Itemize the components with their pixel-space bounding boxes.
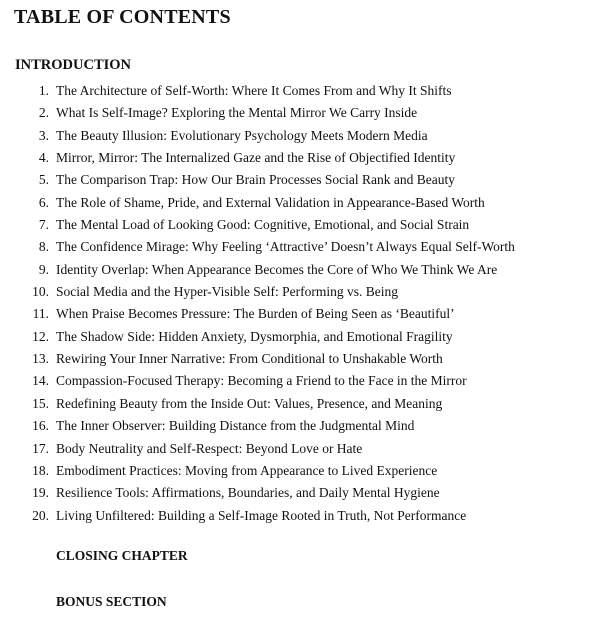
toc-item-number: 3. [38, 127, 49, 143]
toc-item-title: Body Neutrality and Self-Respect: Beyond Love or Hate [56, 440, 363, 456]
toc-item [0, 348, 592, 370]
toc-item-title: Redefining Beauty from the Inside Out: Values, Presence, and Meaning [56, 395, 443, 411]
toc-item [0, 393, 592, 415]
toc-item-title: The Mental Load of Looking Good: Cognitive, Emotional, and Social Strain [56, 217, 470, 233]
closing-chapter-heading: CLOSING CHAPTER [56, 548, 188, 563]
toc-item-number: 10. [32, 284, 49, 300]
toc-item [0, 236, 592, 258]
toc-item-title: Social Media and the Hyper-Visible Self: Performing vs. Being [56, 284, 398, 300]
toc-item [0, 505, 592, 527]
toc-item-title: The Comparison Trap: How Our Brain Processes Social Rank and Beauty [56, 172, 455, 188]
toc-item-number: 17. [32, 440, 49, 456]
toc-item-number: 12. [32, 328, 49, 344]
toc-item [0, 281, 592, 303]
toc-item [0, 303, 592, 325]
toc-item-title: Living Unfiltered: Building a Self-Image Rooted in Truth, Not Performance [56, 507, 467, 523]
toc-item-number: 13. [32, 351, 49, 367]
toc-item-title: The Inner Observer: Building Distance from the Judgmental Mind [56, 418, 415, 434]
toc-item-title: The Role of Shame, Pride, and External Validation in Appearance-Based Worth [56, 194, 485, 210]
toc-item-number: 20. [32, 507, 49, 523]
toc-item-number: 7. [38, 217, 49, 233]
toc-item [0, 415, 592, 437]
toc-item-number: 5. [38, 172, 49, 188]
toc-item-title: The Shadow Side: Hidden Anxiety, Dysmorphia, and Emotional Fragility [56, 328, 453, 344]
toc-item-number: 2. [38, 105, 49, 121]
toc-item-number: 6. [38, 194, 49, 210]
toc-item [0, 438, 592, 460]
toc-item [0, 102, 592, 124]
toc-item-number: 11. [32, 306, 49, 322]
toc-list [0, 80, 592, 527]
toc-item-title: The Confidence Mirage: Why Feeling ‘Attractive’ Doesn’t Always Equal Self-Worth [56, 239, 515, 255]
toc-item [0, 259, 592, 281]
toc-item-title: Compassion-Focused Therapy: Becoming a Friend to the Face in the Mirror [56, 373, 467, 389]
toc-item-number: 15. [32, 395, 49, 411]
toc-item [0, 147, 592, 169]
toc-item-title: Resilience Tools: Affirmations, Boundaries, and Daily Mental Hygiene [56, 485, 440, 501]
toc-item-title: Identity Overlap: When Appearance Becomes the Core of Who We Think We Are [56, 261, 498, 277]
toc-item-title: The Architecture of Self-Worth: Where It Comes From and Why It Shifts [56, 83, 452, 98]
toc-item-title: Rewiring Your Inner Narrative: From Conditional to Unshakable Worth [56, 351, 443, 367]
toc-item [0, 214, 592, 236]
toc-item [0, 80, 592, 102]
toc-item-title: When Praise Becomes Pressure: The Burden of Being Seen as ‘Beautiful’ [56, 306, 455, 322]
toc-item-number: 1. [38, 83, 49, 98]
toc-item-title: What Is Self-Image? Exploring the Mental Mirror We Carry Inside [56, 105, 418, 121]
toc-item-number: 16. [32, 418, 49, 434]
toc-item [0, 169, 592, 191]
toc-item [0, 125, 592, 147]
bonus-section-heading: BONUS SECTION [56, 594, 167, 609]
toc-item [0, 370, 592, 392]
toc-item-title: Mirror, Mirror: The Internalized Gaze and the Rise of Objectified Identity [56, 150, 456, 166]
toc-item [0, 326, 592, 348]
toc-item [0, 482, 592, 504]
toc-item-title: Embodiment Practices: Moving from Appearance to Lived Experience [56, 462, 438, 478]
toc-item-number: 9. [38, 261, 49, 277]
toc-item-number: 14. [32, 373, 49, 389]
toc-item [0, 460, 592, 482]
toc-item-number: 8. [38, 239, 49, 255]
page-title: TABLE OF CONTENTS [14, 6, 231, 28]
toc-item-number: 4. [38, 150, 49, 166]
toc-item [0, 192, 592, 214]
toc-item-title: The Beauty Illusion: Evolutionary Psychology Meets Modern Media [56, 127, 428, 143]
toc-item-number: 18. [32, 462, 49, 478]
toc-item-number: 19. [32, 485, 49, 501]
introduction-heading: INTRODUCTION [15, 57, 132, 73]
